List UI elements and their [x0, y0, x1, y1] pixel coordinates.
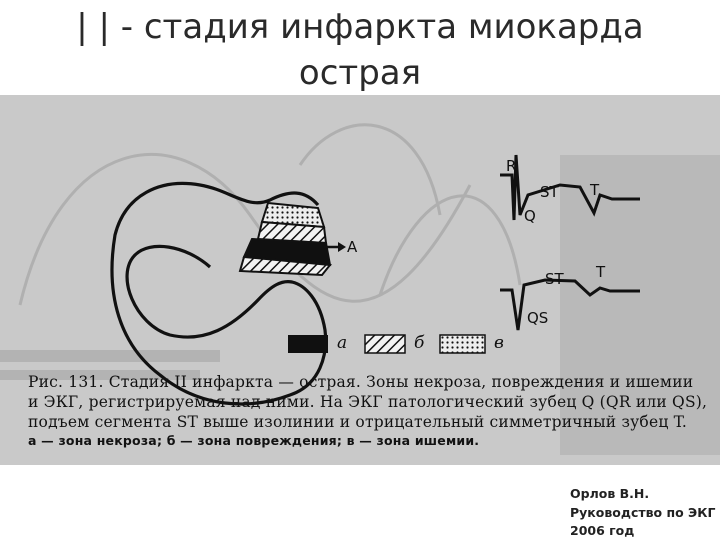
ecg-top-r-label: R: [506, 157, 517, 175]
legend-swatch-ischemia: [440, 335, 485, 353]
ecg-bottom-t-label: T: [596, 263, 606, 281]
ecg-bottom-qs-label: QS: [527, 309, 549, 327]
source-citation: [570, 485, 720, 541]
ecg-bottom-st-label: ST: [545, 270, 564, 288]
slide-title-line-2: острая: [298, 53, 422, 93]
source-book: Руководство по ЭКГ: [570, 504, 716, 520]
slide-title: [0, 4, 720, 96]
legend-swatch-necrosis: [288, 335, 328, 353]
ecg-top-t-label: T: [590, 181, 600, 199]
legend-key-b: б: [414, 333, 425, 353]
infarct-zones: [240, 203, 330, 275]
legend-swatch-injury: [365, 335, 405, 353]
ecg-top-q-label: Q: [524, 207, 536, 225]
caption-line-1: Рис. 131. Стадия II инфаркта — острая. Зоны некроза, повреждения и ишемии: [28, 373, 694, 391]
zone-label-a: A: [347, 238, 358, 256]
source-year: 2006 год: [570, 523, 635, 538]
caption-line-2: и ЭКГ, регистрируемая над ними. На ЭКГ патологический зубец Q (QR или QS),: [28, 393, 708, 411]
legend-key-a: а: [337, 333, 348, 353]
slide-title-line-1: | | - стадия инфаркта миокарда: [76, 7, 644, 47]
caption-line-3: подъем сегмента ST выше изолинии и отрицательный симметричный зубец T.: [28, 413, 688, 431]
legend-key-v: в: [494, 333, 504, 353]
caption-legend-line: а — зона некроза; б — зона повреждения; в — зона ишемии.: [28, 433, 480, 448]
figure-caption: [28, 372, 718, 450]
source-author: Орлов В.Н.: [570, 486, 650, 501]
ecg-top-st-label: ST: [540, 183, 559, 201]
